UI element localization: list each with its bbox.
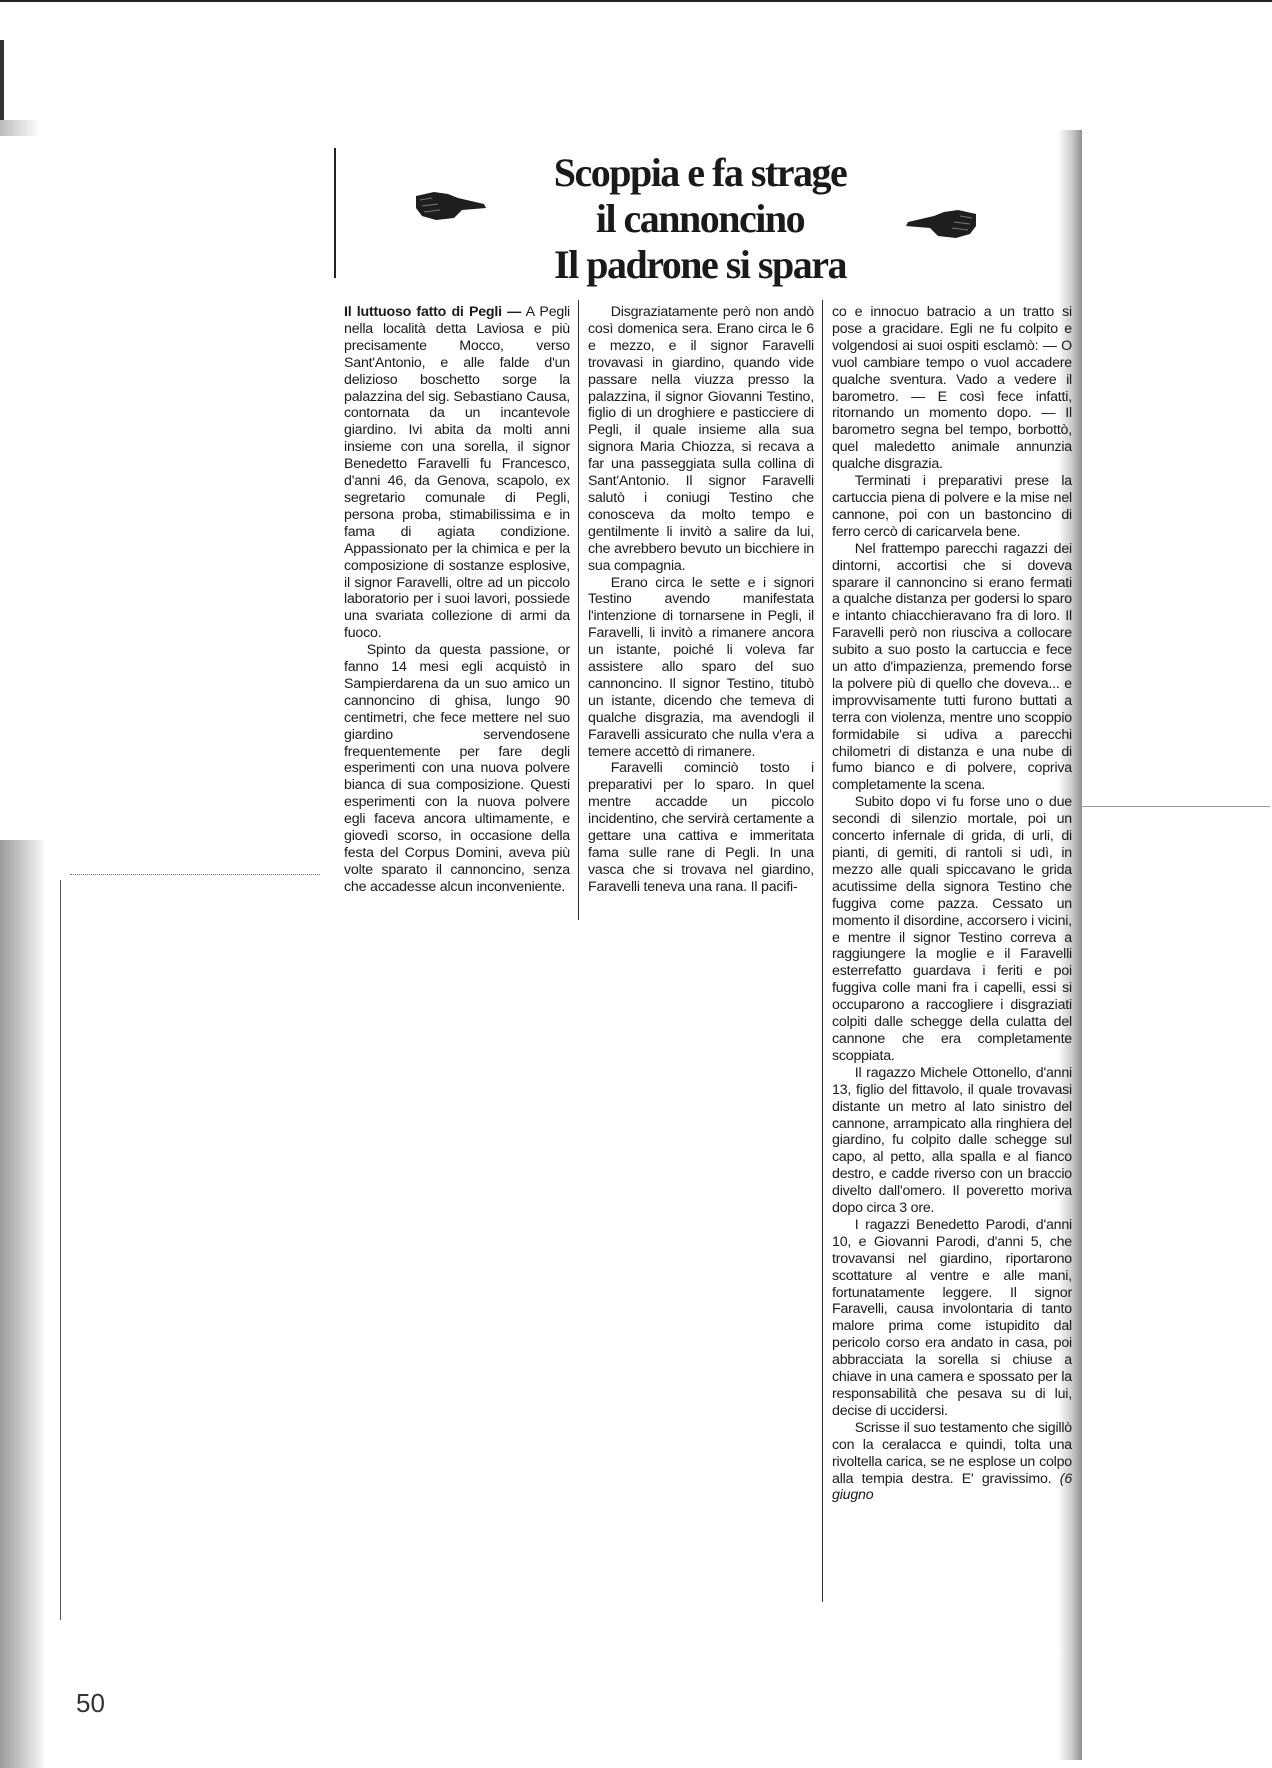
paragraph: Terminati i preparativi prese la cartuccia piena di polvere e la mise nel cannone, poi con un bastoncino di ferro cercò di caricarvela bene. (832, 473, 1072, 540)
paragraph: Faravelli cominciò tosto i preparativi per lo sparo. In quel mentre accadde un piccolo incidentino, che servirà certamente a gettare una cattiva e immeritata fama sulle rane di Pegli. In una vasca che si trovava nel giardino, Faravelli teneva una rana. Il pacifi- (588, 760, 814, 895)
paragraph: Subito dopo vi fu forse uno o due secondi di silenzio mortale, poi un concerto infernale di grida, di urli, di pianti, di gemiti, di rantoli si udì, in mezzo alle quali spiccavano le grida acutissime della signora Testino che fuggiva come pazza. Cessato un momento il disordine, accorsero i vicini, e mentre il signor Testino correva a raggiungere la moglie e il Faravelli esterrefatto guardava i feriti e poi fuggiva colle mani fra i capelli, essi si occuparono a raccogliere i disgraziati colpiti dalle schegge della culatta del cannone che era completamente scoppiata. (832, 794, 1072, 1064)
article-lead: Il luttuoso fatto di Pegli — (344, 304, 522, 320)
page-number: 50 (76, 1688, 105, 1718)
scan-left-edge-mark (0, 40, 4, 120)
scan-top-edge (0, 0, 1272, 2)
dateline: (6 giugno (832, 1470, 1073, 1504)
headline-line-2: il cannoncino (595, 196, 805, 241)
paragraph: Nel frattempo parecchi ragazzi dei dintorni, accortisi che si doveva sparare il cannoncino si erano fermati a qualche distanza per godersi lo sparo e intanto chiacchieravano fra di loro. Il Faravelli però non riusciva a collocare subito a suo posto la cartuccia e fece un atto d'impazienza, premendo forse la polvere più di quello che doveva... e improvvisamente tutti furono buttati a terra con violenza, mentre uno scoppio formidabile si udiva a parecchi chilometri di distanza e una nube di fumo bianco e di polvere, copriva completamente la scena. (832, 540, 1072, 794)
paragraph-text: A Pegli nella località detta Laviosa e più precisamente Mocco, verso Sant'Antonio, e alle falde d'un delizioso boschetto sorge la palazzina del sig. Sebastiano Causa, contornata da un incantevole giardino. Ivi abita da molti anni insieme con una sorella, il signor Benedetto Faravelli fu Francesco, d'anni 46, da Genova, scapolo, ex segretario comunale di Pegli, persona proba, stimabilissima e in fama di agiata condizione. Appassionato per la chimica e per la composizione di sostanze esplosive, il signor Faravelli, oltre ad un piccolo laboratorio per i suoi lavori, possiede una svariata collezione di armi da fuoco. (344, 304, 570, 642)
paragraph: I ragazzi Benedetto Parodi, d'anni 10, e Giovanni Parodi, d'anni 5, che trovavansi nel giardino, riportarono scottature al ventre e alle mani, fortunatamente leggere. Il signor Faravelli, causa involontaria di tanto malore prima come istupidito dal pericolo corso era andato in casa, poi abbracciata la sorella si chiuse a chiave in una camera e spossato per la responsabilità che pesava su di lui, decise di uccidersi. (832, 1216, 1072, 1419)
article-left-border (334, 148, 336, 278)
paragraph (344, 304, 570, 642)
headline-line-1: Scoppia e fa strage (553, 150, 847, 195)
headline (480, 150, 920, 288)
column-rule-2 (822, 300, 823, 1602)
paragraph (832, 1420, 1072, 1505)
paragraph: Spinto da questa passione, or fanno 14 mesi egli acquistò in Sampierdarena da un suo amico un cannoncino di ghisa, lungo 90 centimetri, che fece mettere nel suo giardino servendosene frequentemente per fare degli esperimenti con una nuova polvere bianca di sua composizione. Questi esperimenti con la nuova polvere egli faceva ancora ultimamente, e giovedì scorso, in occasione della festa del Corpus Domini, aveva più volte sparato il cannoncino, senza che accadesse alcun inconveniente. (344, 642, 570, 895)
article-column-1 (344, 304, 570, 896)
headline-line-3: Il padrone si spara (554, 242, 846, 287)
scan-left-shadow-strip (0, 840, 46, 1768)
margin-line (60, 880, 61, 1620)
article-column-2 (588, 304, 814, 896)
dotted-rule (70, 874, 320, 875)
right-rule (1080, 806, 1270, 807)
paragraph-text: Scrisse il suo testamento che sigillò con la ceralacca e quindi, tolta una rivoltella carica, se ne esplose un colpo alla tempia destra. E' gravissimo. (832, 1419, 1072, 1487)
paragraph: Il ragazzo Michele Ottonello, d'anni 13, figlio del fittavolo, il quale trovavasi distante un metro al lato sinistro del cannone, arrampicato alla ringhiera del giardino, fu colpito dalle schegge sul capo, al petto, alla spalla e al fianco destro, e cadde riverso con un braccio divelto dall'omero. Il poveretto moriva dopo circa 3 ore. (832, 1064, 1072, 1217)
paragraph: Erano circa le sette e i signori Testino avendo manifestata l'intenzione di tornarsene in Pegli, il Faravelli, li invitò a rimanere ancora un istante, poiché li voleva far assistere allo sparo del suo cannoncino. Il signor Testino, titubò un istante, dicendo che temeva di qualche disgrazia, ma avendogli il Faravelli assicurato che nulla v'era a temere accettò di rimanere. (588, 574, 814, 760)
pointing-hand-right-icon (414, 188, 488, 224)
paragraph: Disgraziatamente però non andò così domenica sera. Erano circa le 6 e mezzo, e il signor Faravelli trovavasi in giardino, quando vide passare nella viuzza presso la palazzina, il signor Giovanni Testino, figlio di un droghiere e pasticciere di Pegli, il quale insieme alla sua signora Maria Chiozza, si recava a far una passeggiata sulla collina di Sant'Antonio. Il signor Faravelli salutò i coniugi Testino che conosceva da molto tempo e gentilmente li invitò a salire da lui, che avrebbero bevuto un bicchiere in sua compagnia. (588, 304, 814, 574)
scan-left-shadow (0, 120, 40, 136)
column-rule-1 (578, 300, 579, 920)
article-column-3 (832, 304, 1072, 1504)
paragraph: co e innocuo batracio a un tratto si pose a gracidare. Egli ne fu colpito e volgendosi ai suoi ospiti esclamò: — O vuol cambiare tempo o vuol accadere qualche sventura. Vado a vedere il barometro. — E così fece infatti, ritornando un momento dopo. — Il barometro segna bel tempo, borbottò, quel maledetto animale annunzia qualche disgrazia. (832, 304, 1072, 473)
